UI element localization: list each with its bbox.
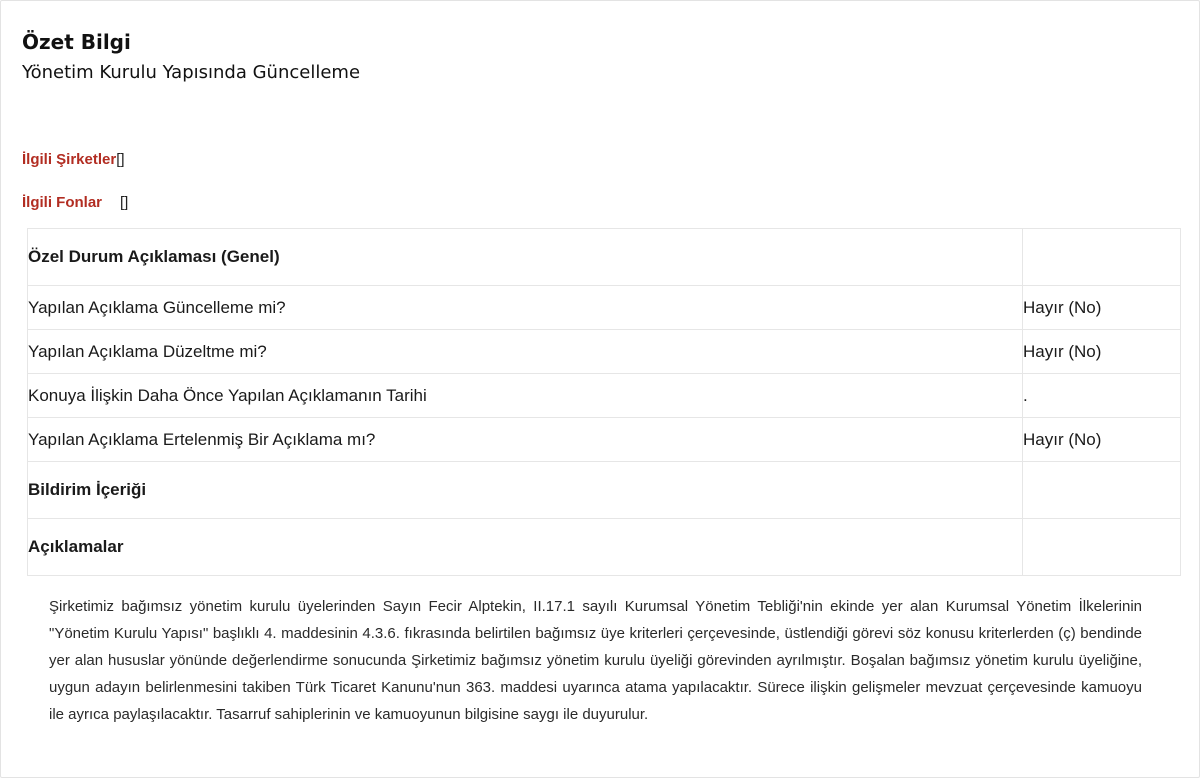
disclosure-header: Özel Durum Açıklaması (Genel) xyxy=(28,229,1023,286)
summary-label: Özet Bilgi xyxy=(22,30,131,54)
table-row xyxy=(28,418,1181,462)
related-funds-label: İlgili Fonlar xyxy=(22,194,103,211)
explanations-header-row xyxy=(28,519,1181,576)
disclosure-header-empty-cell xyxy=(1023,229,1181,286)
content-header-row xyxy=(28,462,1181,519)
content-header: Bildirim İçeriği xyxy=(28,462,1023,519)
summary-title: Yönetim Kurulu Yapısında Güncelleme xyxy=(22,62,361,83)
explanations-header: Açıklamalar xyxy=(28,519,1023,576)
related-companies-value: [] xyxy=(116,151,125,168)
related-companies xyxy=(22,151,125,168)
question-update-value: Hayır (No) xyxy=(1023,286,1181,330)
question-previous-date-label: Konuya İlişkin Daha Önce Yapılan Açıklamanın Tarihi xyxy=(28,374,1023,418)
table-row xyxy=(28,374,1181,418)
explanations-header-empty-cell xyxy=(1023,519,1181,576)
related-funds xyxy=(22,194,128,211)
table-row xyxy=(28,330,1181,374)
related-companies-label: İlgili Şirketler xyxy=(22,151,117,168)
related-funds-value: [] xyxy=(120,194,129,211)
question-correction-value: Hayır (No) xyxy=(1023,330,1181,374)
question-previous-date-value: . xyxy=(1023,374,1181,418)
question-deferred-label: Yapılan Açıklama Ertelenmiş Bir Açıklama mı? xyxy=(28,418,1023,462)
question-update-label: Yapılan Açıklama Güncelleme mi? xyxy=(28,286,1023,330)
content-header-empty-cell xyxy=(1023,462,1181,519)
explanation-body-text: Şirketimiz bağımsız yönetim kurulu üyelerinden Sayın Fecir Alptekin, II.17.1 sayılı Kurumsal Yönetim Tebliği'nin ekinde yer alan Kurumsal Yönetim İlkelerinin "Yönetim Kurulu Yapısı" başlıklı 4. maddesinin 4.3.6. fıkrasında belirtilen bağımsız üye kriterleri çerçevesinde, üstlendiği görevi söz konusu kriterlerden (ç) bendinde yer alan hususlar yönünde değerlendirme sonucunda Şirketimiz bağımsız yönetim kurulu üyeliği görevinden ayrılmıştır. Boşalan bağımsız yönetim kurulu üyeliğine, uygun adayın belirlenmesini takiben Türk Ticaret Kanunu'nun 363. maddesi uyarınca atama yapılacaktır. Sürece ilişkin gelişmeler mevzuat çerçevesinde kamuoyu ile ayrıca paylaşılacaktır. Tasarruf sahiplerinin ve kamuoyunun bilgisine saygı ile duyurulur. xyxy=(49,598,1142,723)
table-row xyxy=(28,286,1181,330)
question-correction-label: Yapılan Açıklama Düzeltme mi? xyxy=(28,330,1023,374)
disclosure-header-row xyxy=(28,229,1181,286)
disclosure-table xyxy=(27,228,1181,576)
question-deferred-value: Hayır (No) xyxy=(1023,418,1181,462)
